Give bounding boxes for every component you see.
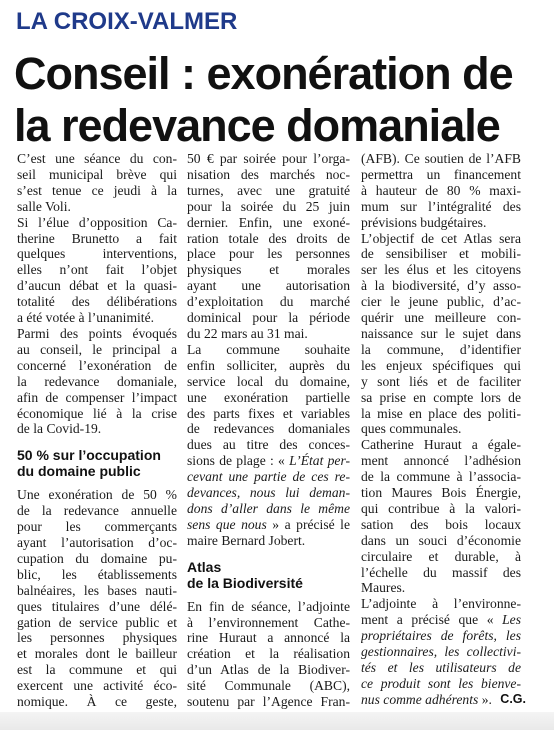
text-line: quérir une meilleure con- (361, 310, 521, 326)
text-line: Maures. (361, 580, 406, 596)
text-line: de sensibiliser et mobili- (361, 246, 521, 262)
text-line: ser les élus et les citoyens (361, 262, 521, 278)
text-line: à l’environnement Cathe- (187, 614, 350, 630)
text-line: l’échelle du massif des (361, 564, 521, 580)
text-line: au conseil, le principal a (17, 341, 177, 357)
text-line: économique lié à la crise (17, 405, 177, 421)
text-line: dominical pour la période (187, 310, 350, 326)
article-column-1 (17, 151, 177, 726)
text-line: mum sur l’intégralité des (361, 198, 521, 214)
text-line: rine Huraut a annoncé la (187, 630, 350, 646)
text-line: nisation des marchés noc- (187, 166, 350, 182)
text-line: prévisions budgétaires. (361, 214, 487, 230)
text-line: balnéaires, les bases nauti- (17, 582, 177, 598)
quote-text: L’État per- (289, 453, 350, 469)
text-line: En fin de séance, l’adjointe (187, 598, 350, 614)
paragraph (17, 487, 177, 726)
text-line: dernier. Enfin, une exoné- (187, 214, 350, 230)
text-line: de la Covid-19. (17, 421, 102, 437)
text-line: ques titulaires d’une délé- (17, 598, 177, 614)
text-line: dues au titre des conces- (187, 437, 350, 453)
text-line: d’exploitation du marché (187, 294, 350, 310)
text-line: ment annoncé l’adhésion (361, 453, 521, 469)
text-line: à hauteur de 80 % maxi- (361, 182, 521, 198)
text-line: nomique. À ce geste, (17, 694, 177, 710)
text-line: ayant une autorisation (187, 278, 350, 294)
text-line: maire Bernard Jobert. (187, 532, 306, 548)
text-line: de la commune à l’associa- (361, 469, 521, 485)
text-line: à la biodiversité, d’y asso- (361, 278, 521, 294)
spacer (187, 591, 350, 599)
text-line (187, 517, 350, 533)
text-line: la mise en place des politi- (361, 405, 521, 421)
text-line: cier le jeune public, d’ac- (361, 294, 521, 310)
text-line: La commune souhaite (187, 341, 350, 357)
headline-line: la redevance domaniale (14, 100, 500, 151)
text-line: totalité des délibérations (17, 294, 177, 310)
quote-text: nus comme adhérents (361, 691, 479, 707)
text-line: création et la réalisation (187, 646, 350, 662)
subheading: du domaine public (17, 463, 141, 480)
text-line: les enjeux spécifiques qui (361, 357, 521, 373)
text-line (361, 612, 521, 628)
paragraph (361, 596, 521, 707)
spacer (187, 549, 350, 559)
spacer (17, 437, 177, 447)
text-line: quelques interventions, (17, 246, 177, 262)
text-line: pour les commerçants (17, 519, 177, 535)
text-line: les personnes physiques (17, 630, 177, 646)
text-line: 50 € par soirée pour l’orga- (187, 151, 350, 166)
paragraph (187, 151, 350, 342)
text-line: dans un souci d’économie (361, 532, 521, 548)
text-line: est la commune et qui (17, 662, 177, 678)
text-line: de redevances domaniales (187, 421, 350, 437)
text-line: L’objectif de cet Atlas sera (361, 230, 521, 246)
text-line: circulaire et durable, à (361, 548, 521, 564)
text-line: Une exonération de 50 % (17, 487, 177, 503)
paragraph (17, 215, 177, 326)
text-line: la redevance domaniale, (17, 373, 177, 389)
paragraph (361, 437, 521, 596)
text-line: soutenu par l’Agence Fran- (187, 694, 350, 710)
article-headline (14, 48, 544, 152)
text-line: du 22 mars au 31 mai. (187, 325, 308, 341)
text-line: gation de service public et (17, 614, 177, 630)
subheading: Atlas (187, 558, 222, 575)
paragraph (187, 599, 350, 726)
text-line: L’adjointe à l’environne- (361, 596, 521, 612)
text-line: sité Communale (ABC), (187, 678, 350, 694)
text-line: afin de compenser l’impact (17, 389, 177, 405)
text-line: blic, les établissements (17, 566, 177, 582)
quote-line: gestionnaires, les collectivi- (361, 644, 521, 660)
spacer (17, 479, 177, 487)
text-line: enfin solliciter, auprès du (187, 357, 350, 373)
text-line: la commune, d’identifier (361, 341, 521, 357)
text-line: salle Voli. (17, 198, 71, 214)
text-line (361, 692, 521, 708)
text-line: ration totale des droits de (187, 230, 350, 246)
paragraph (361, 151, 521, 231)
author-signature: C.G. (500, 692, 526, 706)
quote-text: Les (502, 612, 521, 628)
text-line: permettra un financement (361, 166, 521, 182)
article-column-3 (361, 151, 521, 708)
text-line: service local du domaine, (187, 373, 350, 389)
text-line: physiques et morales (187, 262, 350, 278)
text-line: exercent une activité éco- (17, 678, 177, 694)
quote-line: ce produit sont les bienve- (361, 675, 521, 691)
text-line: d’un Atlas de la Biodiver- (187, 662, 350, 678)
text-run: ment a précisé que « (361, 612, 503, 628)
quote-line: devances, nous lui deman- (187, 485, 350, 501)
text-line: seil municipal brève qui (17, 166, 177, 182)
subheading: de la Biodiversité (187, 574, 303, 591)
text-line: sation des bois locaux (361, 516, 521, 532)
paragraph (17, 326, 177, 437)
text-line: elles n’ont fait l’objet (17, 262, 177, 278)
text-line: pour la soirée du 25 juin (187, 198, 350, 214)
text-line: d’aucun débat et la quasi- (17, 278, 177, 294)
text-line: C’est une séance du con- (17, 151, 177, 166)
quote-line: propriétaires de forêts, les (361, 628, 521, 644)
section-kicker: LA CROIX-VALMER (16, 8, 238, 35)
text-line: des parts fixes et variables (187, 405, 350, 421)
text-line: therine Brunetto a fait (17, 230, 177, 246)
text-line: Parmi des points évoqués (17, 325, 177, 341)
text-run: » a précisé le (266, 516, 350, 532)
headline-line: Conseil : exonération de (14, 48, 513, 99)
text-line: une exonération partielle (187, 389, 350, 405)
page-bottom-edge (0, 712, 554, 730)
text-line: a été votée à l’unanimité. (17, 310, 155, 326)
text-line (187, 453, 350, 469)
text-line: concerné l’exonération de (17, 357, 177, 373)
text-run: ». (478, 691, 492, 707)
text-line: Catherine Huraut a égale- (361, 437, 521, 453)
text-line: ques communales. (361, 421, 462, 437)
quote-line: tés et les utilisateurs de (361, 660, 521, 675)
text-line: y sont liés et de faciliter (361, 373, 521, 389)
quote-line: dons d’aller dans le même (187, 500, 350, 516)
text-line: de la redevance annuelle (17, 503, 177, 519)
text-line: turnes, avec une gratuité (187, 182, 350, 198)
text-line: et morales dont le bailleur (17, 646, 177, 662)
text-line: (AFB). Ce soutien de l’AFB (361, 151, 521, 166)
paragraph (361, 231, 521, 438)
text-line: Si l’élue d’opposition Ca- (17, 214, 177, 230)
text-line: cupation du domaine pu- (17, 550, 177, 566)
text-line: qui contribue à la valori- (361, 500, 521, 516)
quote-text: sens que nous (187, 516, 267, 532)
text-run: sions de plage : « (187, 453, 290, 469)
text-line: sa prise en compte lors de (361, 389, 521, 405)
article-column-2 (187, 151, 350, 726)
text-line: tion Maures Bois Énergie, (361, 485, 521, 501)
quote-line: cevant une partie de ces re- (187, 469, 350, 485)
text-line: ayant l’autorisation d’oc- (17, 535, 177, 551)
text-line: naissance sur le sujet dans (361, 325, 521, 341)
subheading: 50 % sur l’occupation (17, 447, 161, 464)
paragraph (17, 151, 177, 215)
paragraph (187, 342, 350, 549)
text-line: s’est tenue ce jeudi à la (17, 182, 177, 198)
text-line: place pour les personnes (187, 246, 350, 262)
